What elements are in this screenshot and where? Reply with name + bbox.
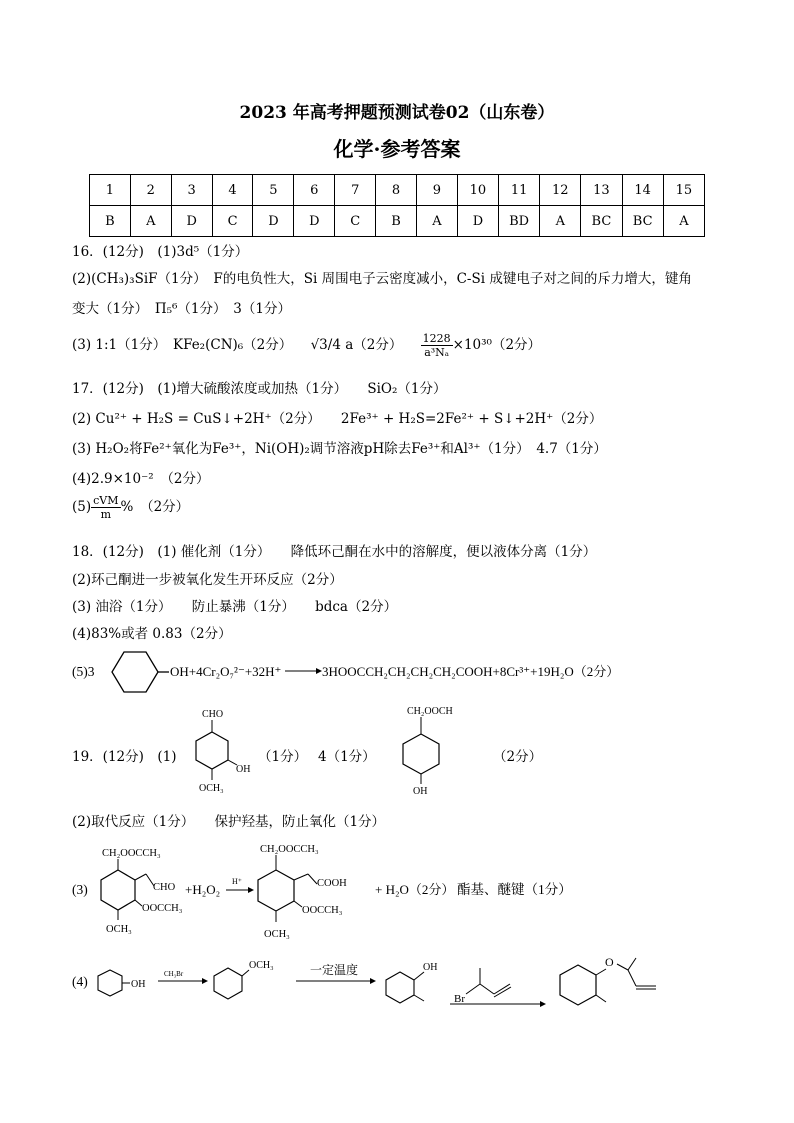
answer-choice: D	[294, 206, 335, 237]
benzene-ring	[214, 968, 242, 999]
answer-choice: BC	[622, 206, 663, 237]
answer-number: 10	[457, 175, 498, 206]
page-subtitle: 化学·参考答案	[333, 137, 461, 161]
s2-oh-label: OH	[413, 786, 428, 797]
cyclohexane-ring	[112, 652, 158, 692]
q19-l3-plus: +H₂O₂	[185, 882, 221, 897]
answer-number: 13	[581, 175, 622, 206]
answer-number: 8	[376, 175, 417, 206]
s2-top-label: CH₂OOCH	[407, 706, 453, 717]
q16-line4-c: ×10³⁰（2分）	[452, 337, 542, 353]
answer-number: 6	[294, 175, 335, 206]
answer-choice: B	[376, 206, 417, 237]
q18-equation	[70, 640, 710, 704]
r-mid-label: OOCCH₃	[142, 903, 183, 914]
phenol-oh-label: OH	[131, 979, 146, 990]
p-cooh-label: COOH	[317, 878, 347, 889]
answer-number: 7	[335, 175, 376, 206]
benzene-ring	[196, 732, 228, 769]
q16-line4-b: √3/4 a（2分）	[310, 337, 403, 353]
q19-structure-2	[393, 702, 483, 798]
q16-frac-den: a³Nₐ	[424, 346, 450, 359]
q19-score-1: （1分）	[258, 749, 308, 765]
q16-frac-num: 1228	[422, 332, 451, 345]
answer-choices-row	[90, 206, 705, 237]
q19-l3-tail: + H₂O（2分）	[375, 882, 455, 897]
answer-number: 2	[130, 175, 171, 206]
answer-choice: A	[130, 206, 171, 237]
q18-line4: (4)83%或者 0.83（2分）	[72, 626, 232, 642]
answer-choice: D	[171, 206, 212, 237]
p-mid-label: OOCCH₃	[302, 905, 343, 916]
benzene-ring	[258, 870, 294, 911]
s1-oh-label: OH	[236, 764, 251, 775]
q19-mid: 4（1分）	[318, 749, 376, 765]
q16-density-fraction	[421, 332, 453, 359]
answer-choice: A	[663, 206, 704, 237]
answer-number: 9	[417, 175, 458, 206]
q16-line1: 16．(12分) (1)3d⁵（1分）	[72, 244, 249, 260]
answer-number: 12	[540, 175, 581, 206]
q18-line2: (2)环己酮进一步被氧化发生开环反应（2分）	[72, 572, 343, 588]
q19-l3-prefix: (3)	[72, 882, 88, 897]
q19-reaction-3	[70, 840, 710, 950]
r-cho-label: CHO	[153, 882, 176, 893]
ether-o-label: O	[605, 955, 614, 969]
answer-choice: D	[253, 206, 294, 237]
r-bottom-label: OCH₃	[106, 924, 132, 935]
q19-l3-groups: 酯基、醚键（1分）	[457, 882, 572, 897]
q19-structure-1	[185, 706, 265, 798]
answer-choice: D	[457, 206, 498, 237]
q16-line2: (2)(CH₃)₃SiF（1分） F的电负性大，Si 周围电子云密度减小，C-Si 成键电子对之间的斥力增大，键角	[72, 271, 692, 287]
q17-line5	[72, 494, 189, 521]
q16-line4	[72, 332, 541, 359]
q17-line2: (2) Cu²⁺ + H₂S = CuS↓+2H⁺（2分） 2Fe³⁺ + H₂S=2Fe²⁺ + S↓+2H⁺（2分）	[72, 411, 603, 427]
q19-l4-prefix: (4)	[72, 974, 88, 989]
q19-score-2: （2分）	[493, 749, 543, 765]
answer-choice: BD	[498, 206, 539, 237]
s1-och3-label: OCH₃	[199, 783, 224, 794]
answer-choice: A	[417, 206, 458, 237]
answer-number: 3	[171, 175, 212, 206]
s1-cho-label: CHO	[202, 709, 224, 720]
answer-choice: C	[212, 206, 253, 237]
answer-choice: B	[90, 206, 131, 237]
benzene-ring	[98, 970, 122, 996]
p-bottom-label: OCH₃	[264, 929, 290, 940]
q17-line3: (3) H₂O₂将Fe²⁺氧化为Fe³⁺，Ni(OH)₂调节溶液pH除去Fe³⁺和Al³⁺（1分） 4.7（1分）	[72, 441, 607, 457]
q19-l3-cond: H⁺	[232, 877, 242, 886]
q17-frac-den: m	[100, 508, 112, 521]
q18-eq-prefix: (5)3	[72, 664, 95, 679]
answer-table	[89, 174, 705, 237]
reagent-label: CH₃Br	[164, 970, 184, 978]
q19-line2: (2)取代反应（1分） 保护羟基，防止氧化（1分）	[72, 814, 386, 830]
q17-line5-prefix: (5)	[72, 499, 92, 515]
q17-frac-num: cVM	[93, 494, 119, 507]
answer-choice: BC	[581, 206, 622, 237]
q19-synthesis-4	[70, 948, 710, 1014]
answer-choice: A	[540, 206, 581, 237]
answer-choice: C	[335, 206, 376, 237]
benzene-ring	[403, 734, 439, 774]
benzene-ring	[560, 965, 596, 1005]
q17-purity-fraction	[91, 494, 120, 521]
answer-number: 15	[663, 175, 704, 206]
answer-number: 4	[212, 175, 253, 206]
page-title: 2023 年高考押题预测试卷02（山东卷）	[239, 103, 555, 123]
answer-number: 1	[90, 175, 131, 206]
answer-number: 5	[253, 175, 294, 206]
q19-line1: 19．(12分) (1)	[72, 749, 177, 765]
answer-number: 11	[498, 175, 539, 206]
anisole-och3-label: OCH₃	[249, 960, 274, 971]
q17-line4: (4)2.9×10⁻² （2分）	[72, 471, 210, 487]
p-top-label: CH₂OOCCH₃	[260, 844, 319, 855]
condition-label: 一定温度	[310, 963, 359, 977]
bromo-label: Br	[454, 993, 465, 1005]
q18-line1: 18．(12分) (1) 催化剂（1分） 降低环己酮在水中的溶解度，便以液体分离（1分）	[72, 544, 597, 560]
answer-numbers-row	[90, 175, 705, 206]
cresol-oh-label: OH	[423, 962, 438, 973]
q17-line1: 17．(12分) (1)增大硫酸浓度或加热（1分） SiO₂（1分）	[72, 381, 447, 397]
q16-line3: 变大（1分） Π₅⁶（1分） 3（1分）	[72, 301, 291, 317]
q16-line4-a: (3) 1:1（1分） KFe₂(CN)₆（2分）	[72, 337, 293, 353]
answer-number: 14	[622, 175, 663, 206]
q17-line5-suffix: % （2分）	[120, 499, 190, 515]
r-top-label: CH₂OOCCH₃	[102, 848, 161, 859]
benzene-ring	[386, 972, 414, 1003]
q18-eq-reactants: OH+4Cr₂O₇²⁻+32H⁺	[170, 664, 282, 679]
q18-eq-products: 3HOOCCH₂CH₂CH₂CH₂COOH+8Cr³⁺+19H₂O（2分）	[322, 664, 620, 679]
benzene-ring	[101, 870, 135, 910]
q18-line3: (3) 油浴（1分） 防止暴沸（1分） bdca（2分）	[72, 599, 398, 615]
